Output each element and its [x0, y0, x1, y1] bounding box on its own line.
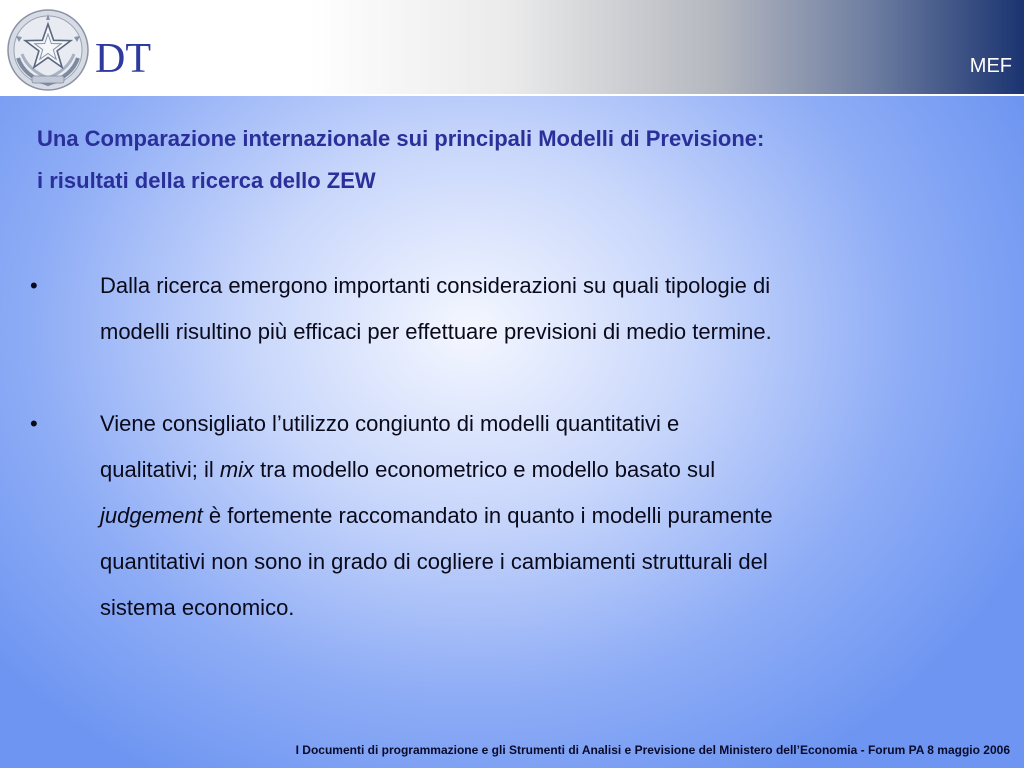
bullet-marker: • — [30, 273, 38, 298]
dt-logo-text: DT — [95, 36, 151, 82]
text-run: è fortemente raccomandato in quanto i modelli puramente — [202, 503, 773, 528]
slide-title — [37, 118, 997, 202]
bullet-text-line: Viene consigliato l’utilizzo congiunto di modelli quantitativi e — [100, 411, 680, 436]
bullet-marker: • — [30, 411, 38, 436]
slide-header — [0, 0, 1024, 96]
bullet-text-line: sistema economico. — [100, 595, 295, 620]
slide-footer: I Documenti di programmazione e gli Strumenti di Analisi e Previsione del Ministero dell’Economia - Forum PA 8 maggio 2006 — [295, 743, 1010, 757]
emphasis-judgement: judgement — [100, 503, 203, 528]
bullet-text-line: Dalla ricerca emergono importanti considerazioni su quali tipologie di — [100, 273, 771, 298]
title-line: Una Comparazione internazionale sui principali Modelli di Previsione: — [37, 126, 765, 151]
emphasis-mix: mix — [219, 457, 255, 482]
italian-republic-emblem-icon — [4, 6, 92, 94]
bullet-text-line — [100, 447, 990, 493]
header-divider — [0, 94, 1024, 96]
mef-label: MEF — [969, 55, 1012, 77]
text-run: qualitativi; il — [100, 457, 220, 482]
bullet-text-line: quantitativi non sono in grado di cogliere i cambiamenti strutturali del — [100, 549, 768, 574]
title-line: i risultati della ricerca dello ZEW — [37, 168, 376, 193]
text-run: tra modello econometrico e modello basato sul — [254, 457, 716, 482]
bullet-text-line: modelli risultino più efficaci per effettuare previsioni di medio termine. — [100, 319, 772, 344]
bullet-item — [30, 263, 990, 355]
bullet-item — [30, 401, 990, 631]
bullet-text-line — [100, 493, 990, 539]
bullet-list — [30, 263, 990, 631]
